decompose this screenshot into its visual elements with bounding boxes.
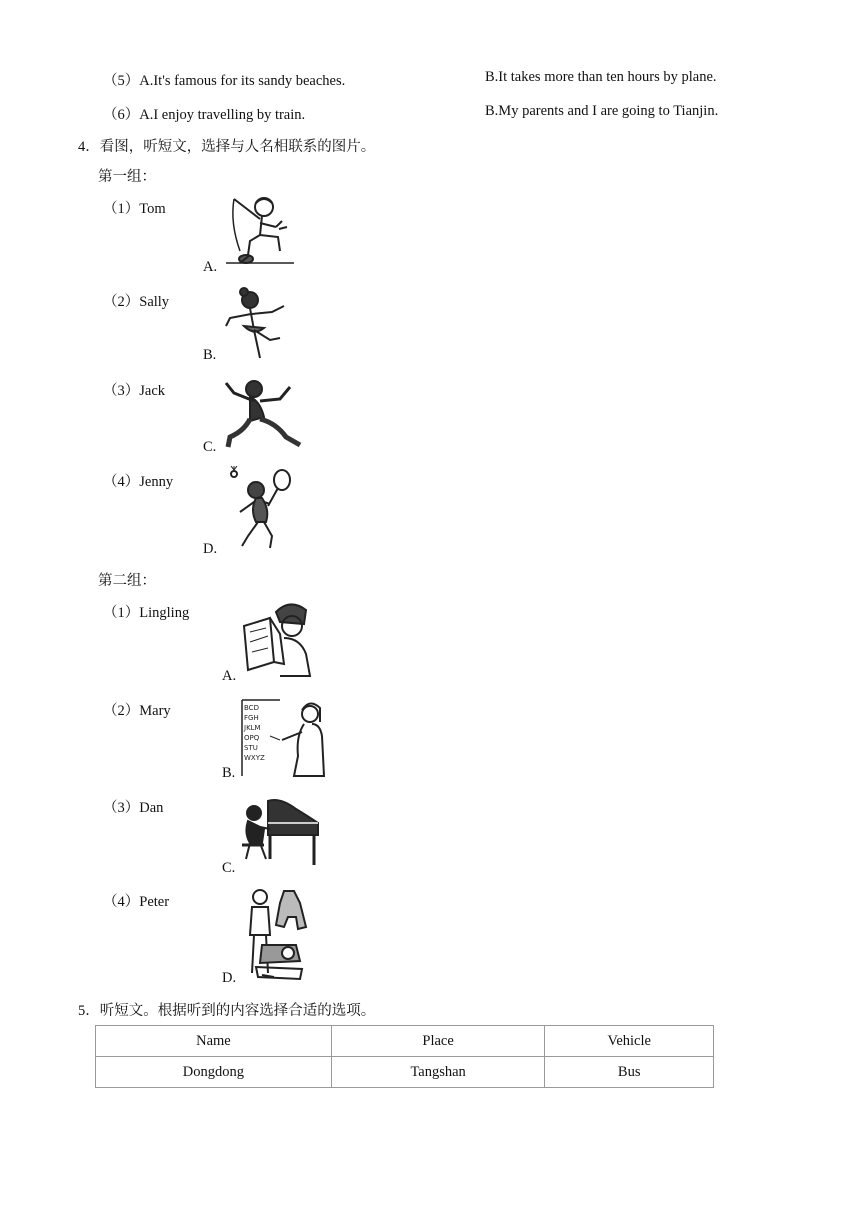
badminton-icon bbox=[220, 466, 296, 552]
svg-text:STU: STU bbox=[244, 744, 258, 752]
table-row bbox=[96, 1057, 714, 1088]
g2-option-b-label: B. bbox=[222, 765, 236, 781]
g2-option-d-label: D. bbox=[222, 970, 237, 986]
kungfu-icon bbox=[220, 375, 306, 451]
q4-group1-label: 第一组： bbox=[98, 169, 156, 185]
q3-item6-option-a: （6）A.I enjoy travelling by train. bbox=[103, 107, 306, 123]
q4-group2-label: 第二组： bbox=[98, 573, 156, 589]
table-cell-place: Tangshan bbox=[331, 1057, 545, 1088]
g2-name-peter: （4）Peter bbox=[103, 894, 170, 910]
eye-chart-doctor-icon bbox=[240, 696, 330, 778]
svg-text:BCD: BCD bbox=[244, 704, 259, 712]
g1-name-jack: （3）Jack bbox=[103, 383, 166, 399]
table-header-name: Name bbox=[96, 1026, 332, 1057]
table-cell-name: Dongdong bbox=[96, 1057, 332, 1088]
q4-title: 4．看图，听短文，选择与人名相联系的图片。 bbox=[78, 139, 376, 155]
g2-name-dan: （3）Dan bbox=[103, 800, 164, 816]
g1-option-d-label: D. bbox=[203, 541, 218, 557]
svg-text:FGH: FGH bbox=[244, 714, 259, 722]
g1-option-c-label: C. bbox=[203, 439, 217, 455]
table-cell-vehicle: Bus bbox=[545, 1057, 714, 1088]
piano-icon bbox=[240, 793, 322, 869]
q3-item6-option-b: B.My parents and I are going to Tianjin. bbox=[485, 103, 719, 119]
fishing-icon bbox=[220, 193, 296, 271]
g1-name-jenny: （4）Jenny bbox=[103, 474, 174, 490]
dancing-icon bbox=[220, 286, 290, 361]
q5-table bbox=[95, 1025, 714, 1088]
g1-option-b-label: B. bbox=[203, 347, 217, 363]
table-header-row bbox=[96, 1026, 714, 1057]
g2-name-mary: （2）Mary bbox=[103, 703, 171, 719]
svg-text:WXYZ: WXYZ bbox=[244, 754, 265, 762]
g1-name-sally: （2）Sally bbox=[103, 294, 170, 310]
g2-name-lingling: （1）Lingling bbox=[103, 605, 190, 621]
table-header-vehicle: Vehicle bbox=[545, 1026, 714, 1057]
g1-name-tom: （1）Tom bbox=[103, 201, 166, 217]
q5-title: 5．听短文。根据听到的内容选择合适的选项。 bbox=[78, 1003, 376, 1019]
g1-option-a-label: A. bbox=[203, 259, 218, 275]
g2-option-a-label: A. bbox=[222, 668, 237, 684]
map-reading-icon bbox=[240, 598, 314, 678]
g2-option-c-label: C. bbox=[222, 860, 236, 876]
table-header-place: Place bbox=[331, 1026, 545, 1057]
svg-text:JKLM: JKLM bbox=[244, 724, 261, 732]
q3-item5-option-b: B.It takes more than ten hours by plane. bbox=[485, 69, 717, 85]
svg-text:OPQ: OPQ bbox=[244, 734, 260, 742]
tailor-icon bbox=[240, 887, 310, 983]
q3-item5-option-a: （5）A.It's famous for its sandy beaches. bbox=[103, 73, 346, 89]
